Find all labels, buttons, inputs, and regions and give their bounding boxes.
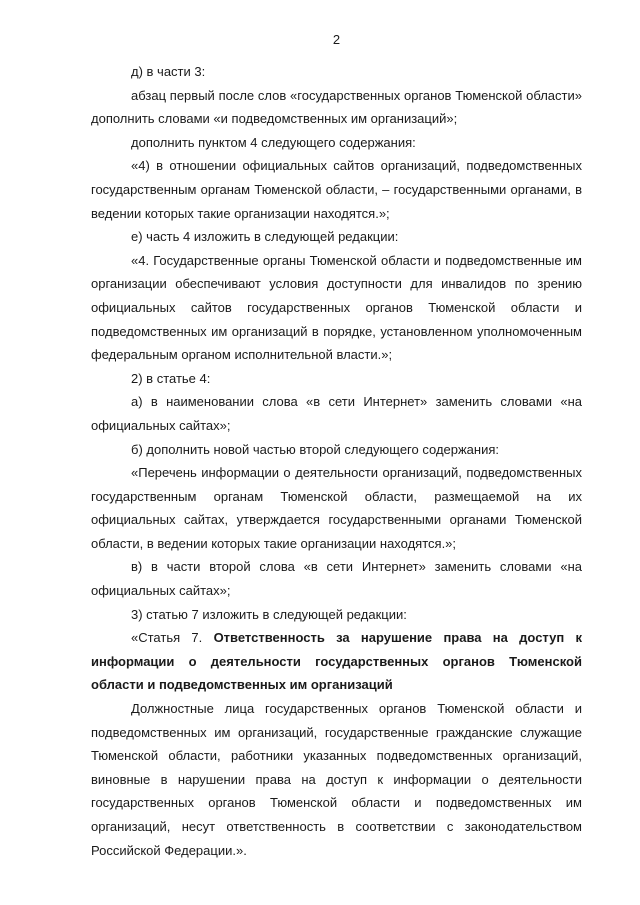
paragraph-responsibility: Должностные лица государственных органов Тюменской области и подведомственных им организаций, государственные гражданские служащие Тюменской области, работники указанных подведомственных организаций, виновные в нарушении права на доступ к информации о деятельности государственных органов Тюменской области и подведомственных им организаций, несут ответственность в соответствии с законодательством Российской Федерации.». <box>91 701 582 858</box>
paragraph-v-part2: в) в части второй слова «в сети Интернет» заменить словами «на официальных сайтах»; <box>91 559 582 599</box>
paragraph-add-point4: дополнить пунктом 4 следующего содержания: <box>131 134 416 150</box>
paragraph-article4: 2) в статье 4: <box>131 370 211 386</box>
article7-heading <box>91 626 582 697</box>
paragraph-b-add-part2: б) дополнить новой частью второй следующего содержания: <box>131 441 500 457</box>
paragraph-part4-text: «4. Государственные органы Тюменской области и подведомственные им организации обеспечивают условия доступности для инвалидов по зрению официальных сайтов государственных органов Тюменской области и подведомственных им организаций в порядке, установленном уполномоченным федеральным органом исполнительной власти.»; <box>91 252 582 363</box>
paragraph-a-naming: а) в наименовании слова «в сети Интернет» заменить словами «на официальных сайтах»; <box>91 394 582 433</box>
page-number: 2 <box>332 32 341 47</box>
document-body <box>91 60 582 862</box>
paragraph-article7: 3) статью 7 изложить в следующей редакции: <box>131 606 407 622</box>
article7-prefix: «Статья 7. <box>131 630 214 646</box>
article7-title: Ответственность за нарушение права на доступ к информации о деятельности государственных органов Тюменской области и подведомственных им организаций <box>91 630 582 693</box>
paragraph-list-info: «Перечень информации о деятельности организаций, подведомственных государственным органам Тюменской области, размещаемой на их официальных сайтах, утверждается государственными органами Тюменской области, в ведении которых такие организации находятся.»; <box>91 465 582 551</box>
paragraph-point4-text: «4) в отношении официальных сайтов организаций, подведомственных государственным органам Тюменской области, – государственными органами, в ведении которых такие организации находятся.»; <box>91 158 582 221</box>
paragraph-d-part3: д) в части 3: <box>131 64 206 79</box>
paragraph-e-part4: е) часть 4 изложить в следующей редакции: <box>131 229 399 245</box>
paragraph-abzac-first: абзац первый после слов «государственных органов Тюменской области» дополнить словами «и подведомственных им организаций»; <box>91 87 582 127</box>
